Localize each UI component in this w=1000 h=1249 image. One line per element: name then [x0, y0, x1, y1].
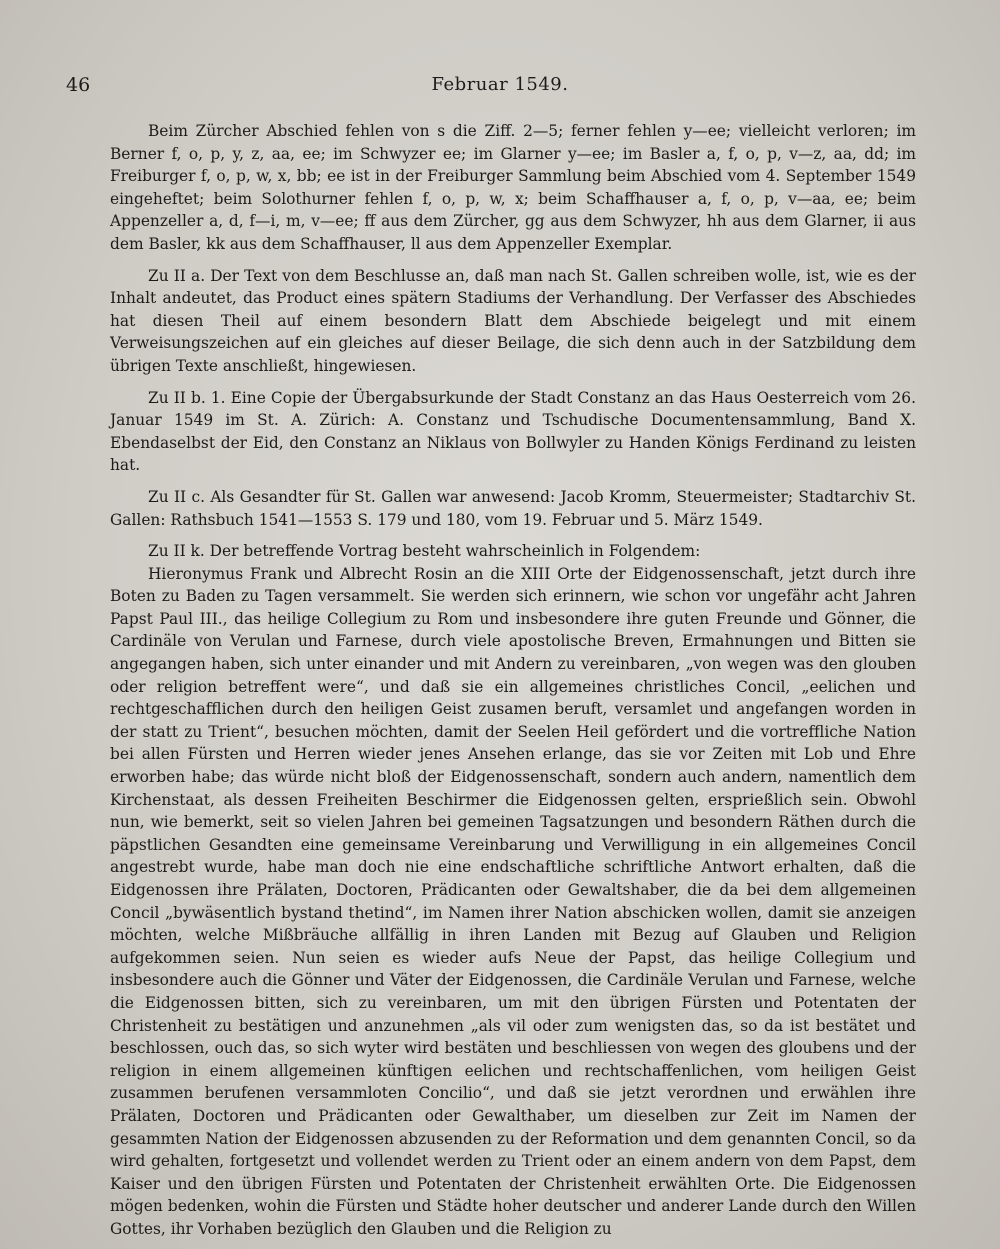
note-zu-II-a: Zu II a. Der Text von dem Beschlusse an, daß man nach St. Gallen schreiben wolle, ist, wie es der Inhalt andeutet, das Product eines spätern Stadiums der Verhandlung. Der Verfasser des Abschiedes hat diesen Theil auf einem besondern Blatt dem Abschiede beigelegt und mit einem Verweisungszeichen auf ein gleiches auf dieser Beilage, die sich denn auch in der Satzbildung dem übrigen Texte anschließt, hingewiesen.: [110, 266, 916, 375]
running-title: Februar 1549.: [431, 74, 569, 95]
note-zu-II-k-body: Hieronymus Frank und Albrecht Rosin an die XIII Orte der Eidgenossenschaft, jetzt durch ihre Boten zu Baden zu Tagen versammelt. Sie werden sich erinnern, wie schon vor ungefähr acht Jahren Papst Paul III., das heilige Collegium zu Rom und insbesondere ihre guten Freunde und Gönner, die Cardinäle von Verulan und Farnese, durch viele apostolische Breven, Ermahnungen und Bitten sie angegangen haben, sich unter einander und mit Andern zu vereinbaren, „von wegen was den glouben oder religion betreffent were“, und daß sie ein allgemeines christliches Concil, „eelichen und rechtgeschafflichen durch den heiligen Geist zusamen beruft, versamlet und angefangen worden in der statt zu Trient“, besuchen möchten, damit der Seelen Heil gefördert und die vortreffliche Nation bei allen Fürsten und Herren wieder jenes Ansehen erlange, das sie vor Zeiten mit Lob und Ehre erworben habe; das würde nicht bloß der Eidgenossenschaft, sondern auch andern, namentlich dem Kirchenstaat, als dessen Freiheiten Beschirmer die Eidgenossen gelten, ersprießlich sein. Obwohl nun, wie bemerkt, seit so vielen Jahren bei gemeinen Tagsatzungen und besondern Räthen durch die päpstlichen Gesandten eine gemeinsame Vereinbarung und Verwilligung in ein allgemeines Concil angestrebt wurde, habe man doch nie eine endschaftliche schriftliche Antwort erhalten, daß die Eidgenossen ihre Prälaten, Doctoren, Prädicanten oder Gewaltshaber, die da bei dem allgemeinen Concil „bywäsentlich bystand thetind“, im Namen ihrer Nation abschicken wollen, damit sie anzeigen möchten, welche Mißbräuche allfällig in ihren Landen mit Bezug auf Glauben und Religion aufgekommen seien. Nun seien es wieder aufs Neue der Papst, das heilige Collegium und insbesondere auch die Gönner und Väter der Eidgenossen, die Cardinäle Verulan und Farnese, welche die Eidgenossen bitten, sich zu vereinbaren, um mit den übrigen Fürsten und Potentaten der Christenheit zu bestätigen und anzunehmen „als vil oder zum wenigsten das, so da ist bestätet und beschlossen, ouch das, so sich wyter wird bestäten und beschliessen von wegen des gloubens und der religion in einem allgemeinen künftigen eelichen und rechtschaffenlichen, vom heiligen Geist zusammen berufenen versammloten Concilio“, und daß sie jetzt verordnen und erwählen ihre Prälaten, Doctoren und Prädicanten oder Gewalthaber, um dieselben zur Zeit im Namen der gesammten Nation der Eidgenossen abzusenden zu der Reformation und dem genannten Concil, so da wird gehalten, fortgesetzt und vollendet werden zu Trient oder an einem andern von dem Papst, dem Kaiser und den übrigen Fürsten und Potentaten der Christenheit erwählten Orte. Die Eidgenossen mögen bedenken, wohin die Fürsten und Städte hoher deutscher und anderer Lande durch den Willen Gottes, ihr Vorhaben bezüglich den Glauben und die Religion zu: [110, 564, 916, 1238]
page-body: [110, 120, 916, 1241]
note-zu-II-k-intro: Zu II k. Der betreffende Vortrag besteht wahrscheinlich in Folgendem:: [148, 542, 701, 561]
note-zu-II-c: Zu II c. Als Gesandter für St. Gallen war anwesend: Jacob Kromm, Steuermeister; Stadtarchiv St. Gallen: Rathsbuch 1541—1553 S. 179 und 180, vom 19. Februar und 5. März 1549.: [110, 487, 916, 529]
note-zu-II-b: Zu II b. 1. Eine Copie der Übergabsurkunde der Stadt Constanz an das Haus Oesterreich vom 26. Januar 1549 im St. A. Zürich: A. Constanz und Tschudische Documentensammlung, Band X. Ebendaselbst der Eid, den Constanz an Niklaus von Bollwyler zu Handen Königs Ferdinand zu leisten hat.: [110, 388, 916, 475]
apparatus-paragraph: Beim Zürcher Abschied fehlen von s die Ziff. 2—5; ferner fehlen y—ee; vielleicht verloren; im Berner f, o, p, y, z, aa, ee; im Schwyzer ee; im Glarner y—ee; im Basler a, f, o, p, v—z, aa, dd; im Freiburger f, o, p, w, x, bb; ee ist in der Freiburger Sammlung beim Abschied vom 4. September 1549 eingeheftet; beim Solothurner fehlen f, o, p, w, x; beim Schaffhauser a, f, o, p, v—aa, ee; beim Appenzeller a, d, f—i, m, v—ee; ff aus dem Zürcher, gg aus dem Schwyzer, hh aus dem Glarner, ii aus dem Basler, kk aus dem Schaffhauser, ll aus dem Appenzeller Exemplar.: [110, 122, 916, 253]
page-header: [66, 74, 934, 100]
page-number: 46: [66, 74, 91, 96]
